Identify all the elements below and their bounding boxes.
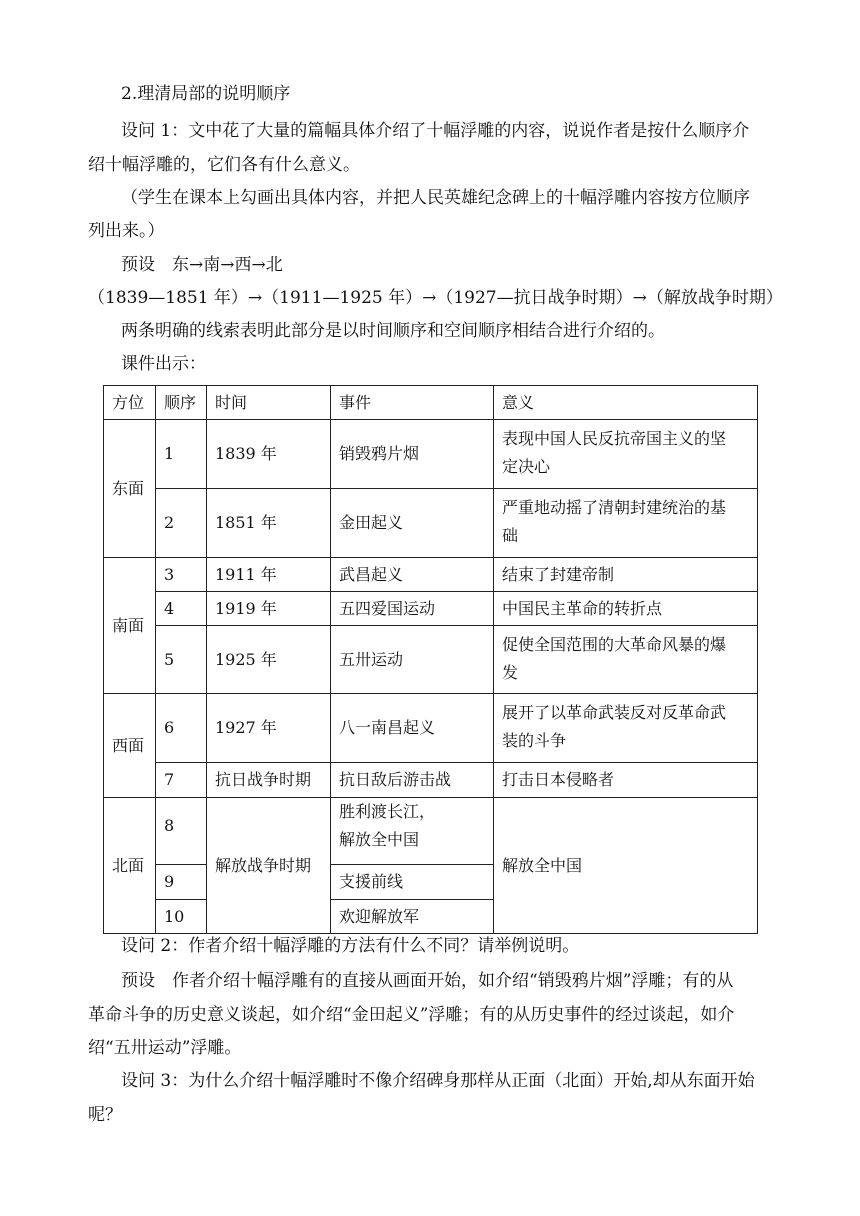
- section-heading: 2.理清局部的说明顺序: [121, 84, 291, 104]
- event-cell: 八一南昌起义: [331, 694, 494, 763]
- meaning-text: 础: [502, 526, 519, 545]
- event-cell: 欢迎解放军: [331, 900, 494, 934]
- direction-cell-west: 西面: [104, 694, 156, 798]
- preset-1-line-3: 两条明确的线索表明此部分是以时间顺序和空间顺序相结合进行介绍的。: [121, 321, 665, 341]
- meaning-text: 发: [502, 663, 519, 682]
- event-cell: 五四爱国运动: [331, 592, 494, 626]
- table-row: [104, 763, 758, 798]
- meaning-cell: 打击日本侵略者: [494, 763, 758, 798]
- time-cell: 抗日战争时期: [207, 763, 331, 798]
- order-text: 8: [164, 816, 175, 835]
- question-1-line-2: 绍十幅浮雕的，它们各有什么意义。: [88, 155, 360, 175]
- event-cell: 支援前线: [331, 865, 494, 900]
- time-cell-north: 解放战争时期: [207, 798, 331, 934]
- order-cell: [156, 798, 207, 865]
- table-header-cell: 顺序: [156, 386, 207, 420]
- table-row: [104, 798, 758, 865]
- order-cell: 4: [156, 592, 207, 626]
- order-cell: 6: [156, 694, 207, 763]
- meaning-cell: [494, 694, 758, 763]
- table-header-cell: 方位: [104, 386, 156, 420]
- table-row: [104, 558, 758, 592]
- table-header-row: [104, 386, 758, 420]
- meaning-cell: 中国民主革命的转折点: [494, 592, 758, 626]
- time-cell: 1911 年: [207, 558, 331, 592]
- table-row: [104, 626, 758, 694]
- event-cell: 武昌起义: [331, 558, 494, 592]
- meaning-cell: [494, 489, 758, 558]
- order-cell: 10: [156, 900, 207, 934]
- table-row: [104, 592, 758, 626]
- note-line-2: 列出来。）: [88, 221, 165, 241]
- meaning-cell: 结束了封建帝制: [494, 558, 758, 592]
- event-text: 解放全中国: [339, 830, 420, 849]
- direction-cell-east: 东面: [104, 420, 156, 558]
- table-row: [104, 694, 758, 763]
- meaning-text: 定决心: [502, 457, 551, 476]
- relief-table: [103, 385, 758, 934]
- note-line-1: （学生在课本上勾画出具体内容，并把人民英雄纪念碑上的十幅浮雕内容按方位顺序: [121, 188, 750, 208]
- question-3-line-2: 呢？: [88, 1105, 122, 1125]
- preset-2-line-3: 绍“五卅运动”浮雕。: [88, 1038, 242, 1058]
- event-cell: 销毁鸦片烟: [331, 420, 494, 489]
- table-row: [104, 489, 758, 558]
- preset-1-line-2: （1839—1851 年）→（1911—1925 年）→（1927—抗日战争时期）→（解放战争时期）: [88, 288, 783, 308]
- order-cell: 3: [156, 558, 207, 592]
- event-cell: 抗日敌后游击战: [331, 763, 494, 798]
- question-3-line-1: 设问 3：为什么介绍十幅浮雕时不像介绍碑身那样从正面（北面）开始,却从东面开始: [121, 1071, 755, 1091]
- order-cell: 7: [156, 763, 207, 798]
- table-header-cell: 时间: [207, 386, 331, 420]
- meaning-text: 展开了以革命武装反对反革命武: [502, 703, 727, 722]
- table-header-cell: 意义: [494, 386, 758, 420]
- time-cell: 1927 年: [207, 694, 331, 763]
- order-cell: 5: [156, 626, 207, 694]
- table-row: [104, 420, 758, 489]
- meaning-text: 促使全国范围的大革命风暴的爆: [502, 635, 727, 654]
- event-cell: 金田起义: [331, 489, 494, 558]
- table-header-cell: 事件: [331, 386, 494, 420]
- order-cell: 1: [156, 420, 207, 489]
- event-cell: 五卅运动: [331, 626, 494, 694]
- time-cell: 1925 年: [207, 626, 331, 694]
- preset-2-line-2: 革命斗争的历史意义谈起，如介绍“金田起义”浮雕；有的从历史事件的经过谈起，如介: [88, 1005, 735, 1025]
- meaning-cell: [494, 420, 758, 489]
- meaning-text: 表现中国人民反抗帝国主义的坚: [502, 429, 727, 448]
- order-cell: 9: [156, 865, 207, 900]
- meaning-text: 严重地动摇了清朝封建统治的基: [502, 498, 727, 517]
- preset-1-line-1: 预设 东→南→西→北: [121, 255, 283, 275]
- question-1-line-1: 设问 1：文中花了大量的篇幅具体介绍了十幅浮雕的内容，说说作者是按什么顺序介: [121, 121, 750, 141]
- time-cell: 1839 年: [207, 420, 331, 489]
- event-cell: [331, 798, 494, 865]
- time-cell: 1919 年: [207, 592, 331, 626]
- preset-2-line-1: 预设 作者介绍十幅浮雕有的直接从画面开始，如介绍“销毁鸦片烟”浮雕；有的从: [121, 971, 734, 991]
- question-2-line-1: 设问 2：作者介绍十幅浮雕的方法有什么不同？请举例说明。: [121, 936, 580, 956]
- meaning-cell-north: 解放全中国: [494, 798, 758, 934]
- order-cell: 2: [156, 489, 207, 558]
- courseware-label: 课件出示：: [121, 354, 206, 374]
- meaning-cell: [494, 626, 758, 694]
- direction-cell-south: 南面: [104, 558, 156, 694]
- meaning-text: 装的斗争: [502, 731, 567, 750]
- direction-cell-north: 北面: [104, 798, 156, 934]
- event-text: 胜利渡长江，: [339, 802, 436, 821]
- time-cell: 1851 年: [207, 489, 331, 558]
